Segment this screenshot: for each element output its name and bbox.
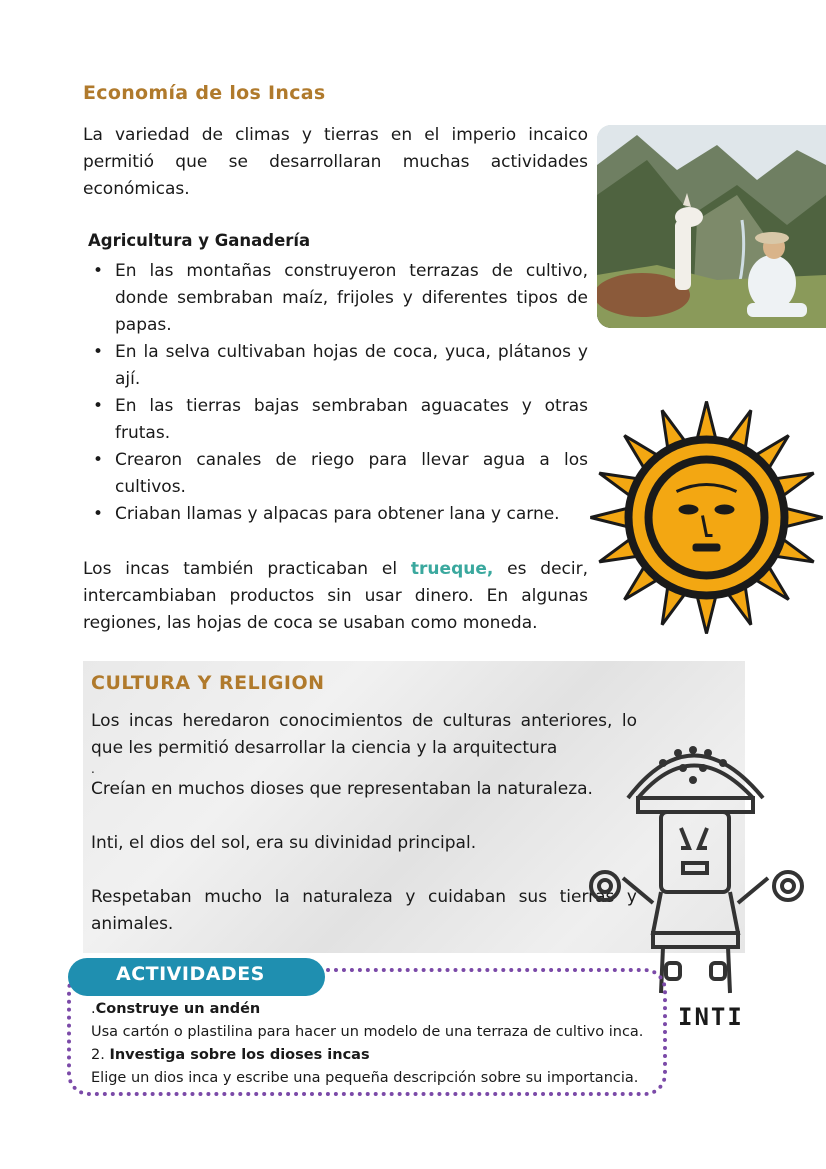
list-item: • Criaban llamas y alpacas para obtener lana y carne. (115, 501, 588, 528)
spacer (91, 857, 637, 884)
trueque-text-before: Los incas también practicaban el (83, 559, 411, 579)
spacer (91, 803, 637, 830)
intro-paragraph: La variedad de climas y tierras en el imperio incaico permitió que se desarrollaran muchas actividades económicas. (83, 125, 588, 199)
activity-item-1-desc: Usa cartón o plastilina para hacer un modelo de una terraza de cultivo inca. (91, 1024, 644, 1040)
culture-paragraph: Creían en muchos dioses que representaban la naturaleza. (91, 779, 593, 799)
culture-text (91, 708, 637, 938)
activities-title: ACTIVIDADES (116, 963, 265, 985)
list-item: • Crearon canales de riego para llevar agua a los cultivos. (115, 447, 588, 501)
inti-god-illustration (583, 718, 810, 1003)
section-title-economia: Economía de los Incas (83, 82, 326, 104)
list-item: • En las montañas construyeron terrazas de cultivo, donde sembraban maíz, frijoles y diferentes tipos de papas. (115, 258, 588, 339)
section-title-cultura: CULTURA Y RELIGION (91, 672, 325, 694)
activity-item-2-desc: Elige un dios inca y escribe una pequeña descripción sobre su importancia. (91, 1070, 639, 1086)
activity-item-1-title: Construye un andén (95, 1001, 261, 1017)
activity-item-2 (91, 1044, 661, 1067)
activity-item-1 (91, 998, 661, 1021)
culture-paragraph: Los incas heredaron conocimientos de culturas anteriores, lo que les permitió desarrollar la ciencia y la arquitectura (91, 711, 637, 758)
trueque-text-after: es decir, intercambiaban productos sin usar dinero. En algunas regiones, las hojas de coca se usaban como moneda. (83, 559, 588, 633)
culture-paragraph: Inti, el dios del sol, era su divinidad principal. (91, 833, 477, 853)
inti-label: INTI (678, 1003, 744, 1031)
trueque-highlight: trueque, (410, 559, 494, 579)
trueque-paragraph (83, 556, 588, 637)
activity-item-2-title: Investiga sobre los dioses incas (109, 1047, 370, 1063)
culture-paragraph: Respetaban mucho la naturaleza y cuidaban sus tierras y animales. (91, 887, 637, 934)
llama-mountain-photo (597, 125, 826, 328)
list-item: • En la selva cultivaban hojas de coca, yuca, plátanos y ají. (115, 339, 588, 393)
activity-item-2-prefix: 2. (91, 1047, 110, 1063)
activity-item-1-prefix: . (91, 1001, 96, 1017)
agriculture-list (83, 258, 588, 528)
culture-dot: . (91, 762, 95, 776)
activities-list (91, 998, 661, 1090)
subtitle-agricultura: Agricultura y Ganadería (88, 231, 311, 250)
list-item: • En las tierras bajas sembraban aguacates y otras frutas. (115, 393, 588, 447)
inca-sun-illustration (587, 398, 826, 637)
